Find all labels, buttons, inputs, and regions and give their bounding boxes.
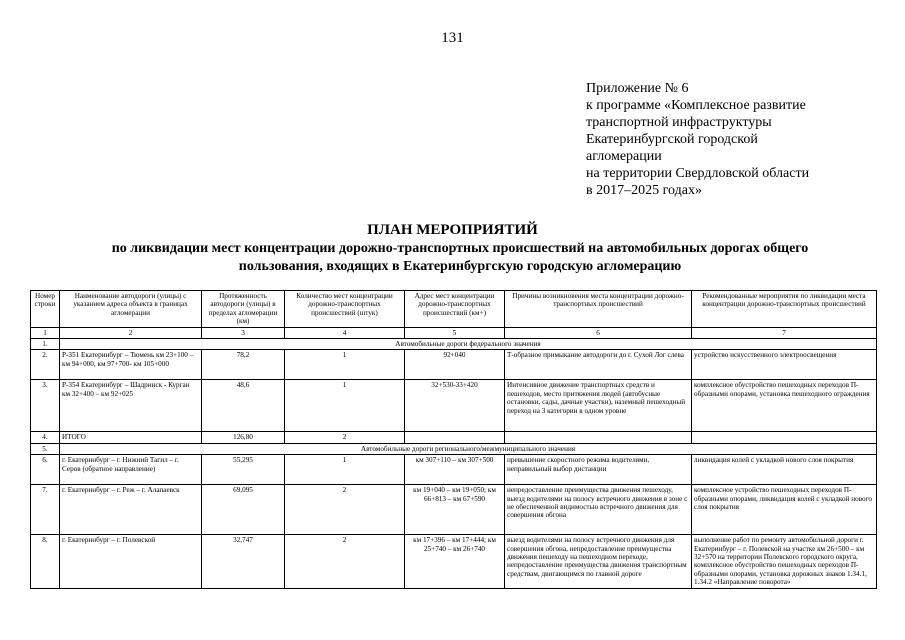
road-name: г. Екатеринбург – г. Нижний Тагил – г. Серов (обратное направление) xyxy=(60,455,202,485)
table-row xyxy=(31,350,877,380)
section-row xyxy=(31,443,877,454)
column-number-row xyxy=(31,327,877,338)
road-length: 78,2 xyxy=(202,350,285,380)
appendix-line: на территории Свердловской области xyxy=(586,166,810,181)
accident-count: 2 xyxy=(285,485,405,535)
road-length: 55,295 xyxy=(202,455,285,485)
accident-cause: Интенсивное движение транспортных средств и пешеходов, место притяжения людей (автобусные остановки, сады, дачные участки), наземный пешеходный переход на 3 категории в одном уровне xyxy=(505,380,692,432)
accident-address: км 19+040 – км 19+050; км 66+813 – км 67+590 xyxy=(405,485,505,535)
column-number: 2 xyxy=(60,327,202,338)
accident-count: 1 xyxy=(285,455,405,485)
table-row xyxy=(31,380,877,432)
column-number: 7 xyxy=(692,327,877,338)
total-count: 2 xyxy=(285,432,405,443)
road-name: г. Екатеринбург – г. Полевской xyxy=(60,535,202,588)
total-length: 126,80 xyxy=(202,432,285,443)
appendix-line: в 2017–2025 годах» xyxy=(586,183,702,198)
accident-cause: непредоставление преимущества движения пешеходу, выезд водителями на полосу встречного движения в зоне с не обеспеченной видимостью встречного движения для совершения обгона xyxy=(505,485,692,535)
plan-subtitle-line: по ликвидации мест концентрации дорожно-транспортных происшествий на автомобильных дорогах общего xyxy=(111,241,809,256)
header-cell: Количество мест концентрации дорожно-транспортных происшествий (штук) xyxy=(285,291,405,328)
total-label: ИТОГО xyxy=(60,432,202,443)
column-number: 4 xyxy=(285,327,405,338)
accident-address: 92+040 xyxy=(405,350,505,380)
column-number: 1 xyxy=(31,327,60,338)
plan-subtitle xyxy=(60,240,860,276)
empty-cell xyxy=(692,432,877,443)
header-cell: Протяженность автодороги (улицы) в пределах агломерации (км) xyxy=(202,291,285,328)
row-number: 5. xyxy=(31,443,60,454)
row-number: 2. xyxy=(31,350,60,380)
road-name: Р-351 Екатеринбург – Тюмень км 23+100 – км 94+000, км 97+700- км 105+000 xyxy=(60,350,202,380)
recommended-measure: выполнение работ по ремонту автомобильной дороги г. Екатеринбург – г. Полевской на участке км 26+500 – км 32+570 на территории Полевского городского округа, комплексное обустройство пешеходных переходов П-образными опорами, установка дорожных знаков 1.34.1, 1.34.2 «Направление поворота» xyxy=(692,535,877,588)
road-name: г. Екатеринбург – г. Реж – г. Алапаевск xyxy=(60,485,202,535)
accident-count: 1 xyxy=(285,350,405,380)
row-number: 1. xyxy=(31,339,60,350)
accident-address: 32+530-33+420 xyxy=(405,380,505,432)
header-cell: Рекомендованные мероприятия по ликвидации места концентрации дорожно-транспортных происшествий xyxy=(692,291,877,328)
appendix-line: Приложение № 6 xyxy=(586,81,689,96)
measures-table xyxy=(30,290,877,589)
row-number: 8. xyxy=(31,535,60,588)
road-length: 48,6 xyxy=(202,380,285,432)
appendix-line: к программе «Комплексное развитие xyxy=(586,98,806,113)
header-cell: Номер строки xyxy=(31,291,60,328)
row-number: 6. xyxy=(31,455,60,485)
accident-count: 2 xyxy=(285,535,405,588)
appendix-line: Екатеринбургской городской xyxy=(586,132,758,147)
accident-cause: превышение скоростного режима водителями, неправильный выбор дистанции xyxy=(505,455,692,485)
recommended-measure: комплексное устройство пешеходных переходов П-образными опорами, ликвидация колей с укладкой нового слоя покрытия xyxy=(692,485,877,535)
section-label: Автомобильные дороги регионального/межмуниципального значения xyxy=(60,443,877,454)
accident-cause: выезд водителями на полосу встречного движения для совершения обгона, непредоставление преимущества движения пешеходу на пешеходном переходе, непредоставление преимущества движения транспортным средствам, двигающимся по главной дороге xyxy=(505,535,692,588)
accident-address: км 17+396 – км 17+444; км 25+740 – км 26+740 xyxy=(405,535,505,588)
row-number: 7. xyxy=(31,485,60,535)
accident-address: км 307+110 – км 307+500 xyxy=(405,455,505,485)
road-length: 69,095 xyxy=(202,485,285,535)
recommended-measure: комплексное обустройство пешеходных переходов П-образными опорами, установка пешеходного ограждения xyxy=(692,380,877,432)
plan-title: ПЛАН МЕРОПРИЯТИЙ xyxy=(367,222,538,238)
table-row xyxy=(31,535,877,588)
section-label: Автомобильные дороги федерального значения xyxy=(60,339,877,350)
total-row xyxy=(31,432,877,443)
accident-cause: Т-образное примыкание автодороги до г. Сухой Лог слева xyxy=(505,350,692,380)
row-number: 3. xyxy=(31,380,60,432)
recommended-measure: устройство искусственного электроосвещения xyxy=(692,350,877,380)
accident-count: 1 xyxy=(285,380,405,432)
column-number: 6 xyxy=(505,327,692,338)
header-cell: Адрес мест концентрации дорожно-транспортных происшествий (км+) xyxy=(405,291,505,328)
recommended-measure: ликвидация колей с укладкой нового слоя покрытия xyxy=(692,455,877,485)
page-number: 131 xyxy=(441,30,464,46)
road-length: 32,747 xyxy=(202,535,285,588)
column-number: 3 xyxy=(202,327,285,338)
section-row xyxy=(31,339,877,350)
empty-cell xyxy=(505,432,692,443)
table-row xyxy=(31,485,877,535)
empty-cell xyxy=(405,432,505,443)
column-number: 5 xyxy=(405,327,505,338)
road-name: Р-354 Екатеринбург – Шадринск - Курган км 32+400 – км 92+025 xyxy=(60,380,202,432)
appendix-block xyxy=(586,80,886,199)
plan-subtitle-line: пользования, входящих в Екатеринбургскую городскую агломерацию xyxy=(238,259,682,274)
header-cell: Наименование автодороги (улицы) с указанием адреса объекта в границах агломерации xyxy=(60,291,202,328)
appendix-line: агломерации xyxy=(586,149,662,164)
row-number: 4. xyxy=(31,432,60,443)
table-row xyxy=(31,455,877,485)
header-cell: Причины возникновения места концентрации дорожно-транспортных происшествий xyxy=(505,291,692,328)
appendix-line: транспортной инфраструктуры xyxy=(586,115,772,130)
table-header-row xyxy=(31,291,877,328)
